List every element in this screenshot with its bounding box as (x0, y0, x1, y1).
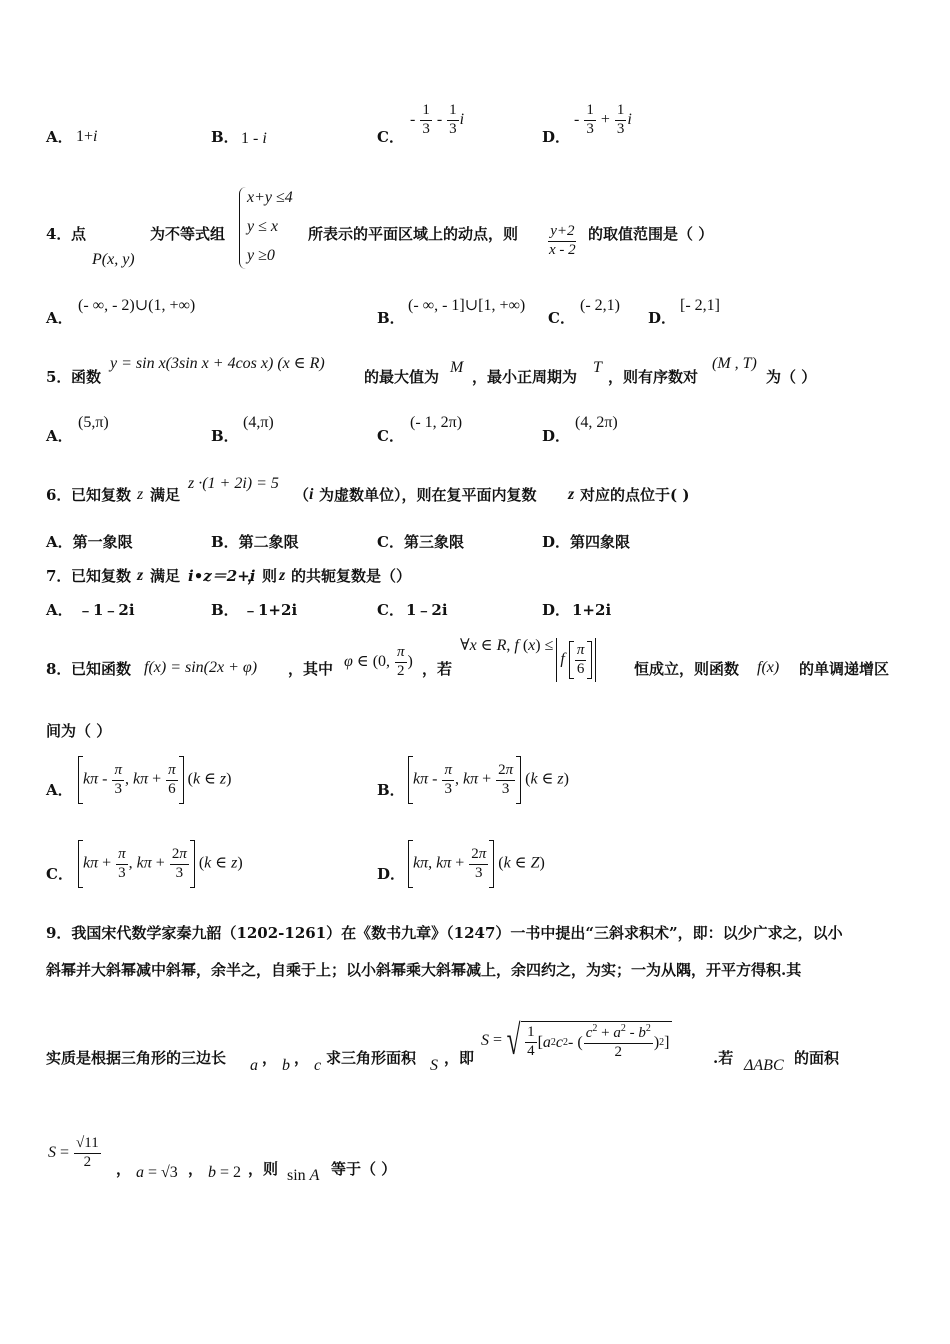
q8-fx: f(x) = sin(2x + φ) (144, 659, 258, 676)
q4-option-a-label: A． (46, 309, 73, 327)
q5-option-c-value: (- 1, 2π) (410, 414, 463, 431)
q9-triangle: ΔABC (744, 1057, 784, 1074)
q5-T: T (593, 359, 602, 376)
q4-ineq-3: y ≥0 (247, 247, 275, 264)
q8-text-6: 间为（ ） (46, 722, 112, 740)
q6-i: i (309, 486, 314, 503)
q7-option-b-label: B． (211, 601, 239, 619)
q9-sep-2: ， (294, 1049, 310, 1067)
q4-option-a-value: (- ∞, - 2)∪(1, +∞) (78, 297, 196, 314)
q7-option-a-value: ﹣1﹣2i (78, 601, 135, 619)
q7-option-a-label: A． (46, 601, 73, 619)
q8-fx-2: f(x) (757, 659, 780, 676)
q6-formula: z ·(1 + 2i) = 5 (188, 475, 279, 492)
q4-system-brace (239, 187, 246, 269)
q6-text-1: 已知复数 (71, 486, 132, 504)
q8-option-d-label: D． (377, 865, 406, 883)
q6-option-a: A．第一象限 (46, 533, 133, 551)
q5-option-b-label: B． (211, 427, 239, 445)
q9-sep-1: ， (262, 1049, 278, 1067)
q4-fraction (546, 224, 579, 259)
q8-option-a-label: A． (46, 781, 73, 799)
q7-option-c-value: 1﹣2i (406, 601, 448, 619)
q5-text-3: ，最小正周期为 (472, 368, 578, 386)
q9-S-value: S = $\frac{√11}{2}$ (48, 1135, 99, 1170)
q9-b-value: b = 2 (208, 1164, 242, 1181)
q9-a: a (250, 1057, 258, 1074)
q4-ineq-2: y ≤ x (247, 218, 278, 235)
q5-pair: (M , T) (712, 355, 757, 372)
q8-option-b-label: B． (377, 781, 405, 799)
q9-S: S (430, 1057, 438, 1074)
q5-number: 5． (46, 368, 72, 386)
q7-text-1: 已知复数 (71, 567, 132, 585)
q9-line-1: 9．我国宋代数学家秦九韶（1202-1261）在《数书九章》（1247）一书中提出“三斜求积术”，即：以少广求之，以小 (46, 924, 843, 942)
q8-text-4: 恒成立，则函数 (634, 660, 740, 678)
q4-point: P(x, y) (92, 251, 135, 268)
q5-option-d-value: (4, 2π) (575, 414, 618, 431)
q5-option-c-label: C． (377, 427, 404, 445)
q8-text-3: ，若 (422, 660, 453, 678)
q7-option-c-label: C． (377, 601, 404, 619)
q6-text-2: 满足 (150, 486, 181, 504)
q8-text-5: 的单调递增区 (799, 660, 890, 678)
q4-option-d-label: D． (648, 309, 677, 327)
q3-option-d-value: - $\frac{1}{3}$ + $\frac{1}{3}$ i (574, 102, 632, 137)
q7-option-d-label: D． (542, 601, 571, 619)
q8-option-c-value: kπ + $\frac{\pi}{3}$ , kπ + $\frac{2\pi}{3}$ (k ∈ z) (78, 840, 243, 888)
q8-phi-range: φ ∈ (0, $\frac{\pi}{2}$ ) (344, 644, 413, 679)
q7-option-d-value: 1+2i (572, 601, 612, 619)
q5-option-a-value: (5,π) (78, 414, 109, 431)
q7-number: 7． (46, 567, 72, 585)
q3-option-b-label: B． (211, 128, 239, 146)
q4-frac-den: x - 2 (549, 241, 576, 258)
q6-option-c: C．第三象限 (377, 533, 464, 551)
q9-text-3b: 求三角形面积 (326, 1049, 417, 1067)
q5-text-1: 函数 (71, 368, 102, 386)
q9-text-3a: 实质是根据三角形的三边长 (46, 1049, 227, 1067)
q4-text-3: 所表示的平面区域上的动点，则 (308, 225, 519, 243)
q7-text-2: 满足 (150, 567, 181, 585)
q7-z: z (137, 567, 144, 584)
q9-sep-4: ， (188, 1160, 204, 1178)
q9-formula: S = √ $\frac{1}{4}$ [ a 2 c 2 - ( $\frac{c^2 + a^2 - b^2}{2}$ ) 2 ] (481, 1020, 672, 1062)
q4-text-1: 点 (71, 225, 87, 243)
q5-option-d-label: D． (542, 427, 571, 445)
q3-option-a-value: 1+i (76, 128, 98, 145)
q4-option-b-label: B． (377, 309, 405, 327)
q5-text-5: 为（ ） (766, 368, 817, 386)
q4-frac-num: y+2 (548, 224, 576, 242)
q4-option-b-value: (- ∞, - 1]∪[1, +∞) (408, 297, 526, 314)
q4-ineq-1: x+y ≤4 (247, 189, 293, 206)
q3-option-b-value: 1 - i (241, 130, 267, 147)
q5-text-4: ，则有序数对 (608, 368, 699, 386)
q7-text-3: ，则 (247, 567, 278, 585)
q8-option-c-label: C． (46, 865, 73, 883)
q9-text-3e: 的面积 (794, 1049, 840, 1067)
q8-option-a-value: kπ - $\frac{\pi}{3}$ , kπ + $\frac{\pi}{6}$ (k ∈ z) (78, 756, 231, 804)
q9-sinA: sin A (287, 1167, 320, 1184)
q4-text-4: 的取值范围是（ ） (588, 225, 714, 243)
q9-text-3d: .若 (713, 1049, 734, 1067)
q9-text-4a: ，则 (248, 1160, 279, 1178)
q6-number: 6． (46, 486, 72, 504)
q8-option-b-value: kπ - $\frac{\pi}{3}$ , kπ + $\frac{2\pi}{3}$ (k ∈ z) (408, 756, 569, 804)
q5-option-b-value: (4,π) (243, 414, 274, 431)
q7-condition: i•z＝2+i (188, 567, 256, 585)
q9-c: c (314, 1057, 322, 1074)
q7-text-4: 的共轭复数是（） (291, 567, 412, 585)
q9-b: b (282, 1057, 290, 1074)
q4-option-c-label: C． (548, 309, 575, 327)
q8-option-d-value: kπ, kπ + $\frac{2\pi}{3}$ (k ∈ Z) (408, 840, 545, 888)
q5-option-a-label: A． (46, 427, 73, 445)
q5-M: M (450, 359, 464, 376)
q8-text-1: 已知函数 (71, 660, 132, 678)
q3-option-c-value: - $\frac{1}{3}$ - $\frac{1}{3}$ i (410, 102, 465, 137)
q3-option-d-label: D． (542, 128, 571, 146)
q6-option-b: B．第二象限 (211, 533, 299, 551)
q5-formula: y = sin x(3sin x + 4cos x) (x ∈ R) (110, 355, 325, 372)
q6-z: z (137, 486, 144, 503)
q8-text-2: ，其中 (288, 660, 334, 678)
q4-option-c-value: (- 2,1) (580, 297, 620, 314)
q8-condition: ∀x ∈ R, f (x) ≤f $\frac{\pi}{6}$ (460, 638, 599, 682)
q4-number: 4． (46, 225, 72, 243)
q9-text-4b: 等于（ ） (331, 1160, 397, 1178)
q6-text-5: 对应的点位于( ) (580, 486, 690, 504)
q9-a-value: a = √3 (136, 1164, 178, 1181)
q8-number: 8． (46, 660, 72, 678)
q7-z-2: z (279, 567, 286, 584)
q9-text-3c: ，即 (444, 1049, 475, 1067)
q4-text-2: 为不等式组 (150, 225, 226, 243)
q5-text-2: 的最大值为 (364, 368, 440, 386)
q9-line-2: 斜幂并大斜幂减中斜幂，余半之，自乘于上；以小斜幂乘大斜幂减上，余四约之，为实；一为从隅，开平方得积.其 (46, 961, 802, 979)
q4-option-d-value: [- 2,1] (680, 297, 720, 314)
q6-option-d: D．第四象限 (542, 533, 631, 551)
q3-option-a-label: A． (46, 128, 73, 146)
q6-text-3: （ (294, 486, 310, 504)
q6-text-4: 为虚数单位），则在复平面内复数 (319, 486, 537, 504)
q3-option-c-label: C． (377, 128, 404, 146)
q6-z-2: z (568, 486, 575, 503)
q7-option-b-value: ﹣1+2i (243, 601, 298, 619)
q9-sep-3: ， (116, 1160, 132, 1178)
